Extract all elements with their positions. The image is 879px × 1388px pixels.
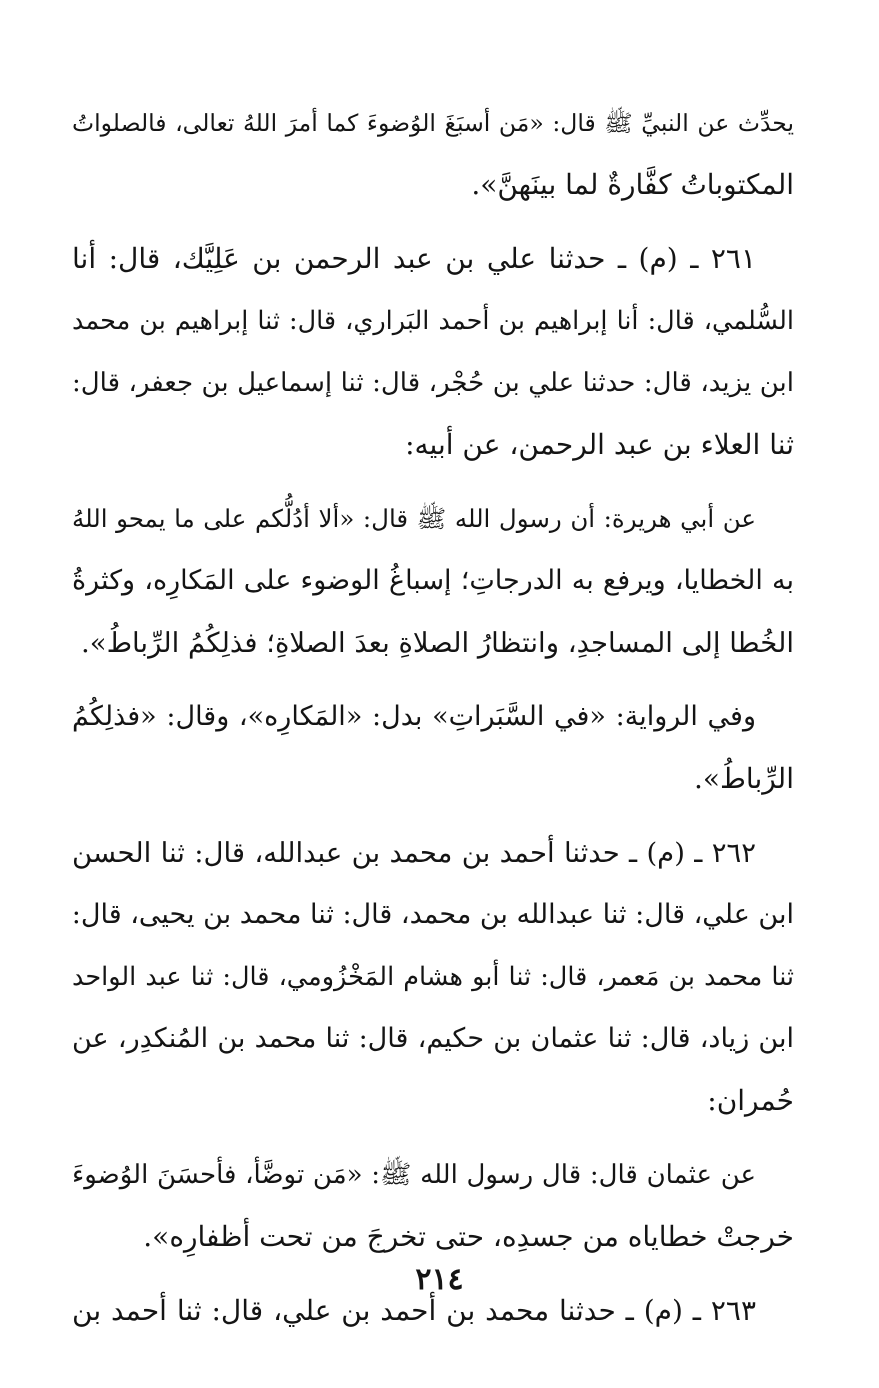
text-line: ٢٦١ ـ (م) ـ حدثنا علي بن عبد الرحمن بن عَلِيَّك، قال: أنا xyxy=(72,242,756,275)
text-line: ٢٦٣ ـ (م) ـ حدثنا محمد بن أحمد بن علي، قال: ثنا أحمد بن xyxy=(72,1294,756,1327)
paragraph-continuation xyxy=(72,92,794,216)
text-line: الخُطا إلى المساجدِ، وانتظارُ الصلاةِ بعدَ الصلاةِ؛ فذلِكُمُ الرِّباطُ». xyxy=(81,627,794,659)
text-line: عن عثمان قال: قال رسول الله ﷺ: «مَن توضَّأ، فأحسَنَ الوُضوءَ xyxy=(72,1160,756,1190)
page-number: ٢١٤ xyxy=(415,1262,464,1297)
paragraph-riwaya-note xyxy=(72,686,794,810)
text-line: ٢٦٢ ـ (م) ـ حدثنا أحمد بن محمد بن عبدالله، قال: ثنا الحسن xyxy=(72,837,756,869)
text-line: عن أبي هريرة: أن رسول الله ﷺ قال: «ألا أدُلُّكم على ما يمحو اللهُ xyxy=(72,504,756,533)
text-line: ثنا العلاء بن عبد الرحمن، عن أبيه: xyxy=(405,428,794,461)
text-line: حُمران: xyxy=(707,1084,794,1117)
paragraph-hadith-261-matn xyxy=(72,488,794,674)
text-line: المكتوباتُ كفَّارةٌ لما بينَهنَّ». xyxy=(471,168,794,201)
text-line: يحدِّث عن النبيِّ ﷺ قال: «مَن أسبَغَ الوُضوءَ كما أمرَ اللهُ تعالى، فالصلواتُ xyxy=(72,109,794,137)
paragraph-hadith-262-matn xyxy=(72,1144,794,1268)
text-line: ثنا محمد بن مَعمر، قال: ثنا أبو هشام المَخْزُومي، قال: ثنا عبد الواحد xyxy=(72,962,794,992)
text-line: الرِّباطُ». xyxy=(693,762,794,795)
text-line: ابن علي، قال: ثنا عبدالله بن محمد، قال: ثنا محمد بن يحيى، قال: xyxy=(71,899,794,930)
paragraph-hadith-262-isnad xyxy=(72,822,794,1132)
text-line: به الخطايا، ويرفع به الدرجاتِ؛ إسباغُ الوضوء على المَكارِه، وكثرةُ xyxy=(72,565,794,596)
text-line: السُّلمي، قال: أنا إبراهيم بن أحمد البَراري، قال: ثنا إبراهيم بن محمد xyxy=(72,306,794,336)
text-line: وفي الرواية: «في السَّبَراتِ» بدل: «المَكارِه»، وقال: «فذلِكُمُ xyxy=(72,701,756,732)
paragraph-hadith-261-isnad xyxy=(72,228,794,476)
page-body xyxy=(72,92,794,1342)
text-line: ابن يزيد، قال: حدثنا علي بن حُجْر، قال: ثنا إسماعيل بن جعفر، قال: xyxy=(72,368,794,398)
text-line: ابن زياد، قال: ثنا عثمان بن حكيم، قال: ثنا محمد بن المُنكدِر، عن xyxy=(72,1023,794,1054)
text-line: خرجتْ خطاياه من جسدِه، حتى تخرجَ من تحت أظفارِه». xyxy=(143,1220,794,1253)
